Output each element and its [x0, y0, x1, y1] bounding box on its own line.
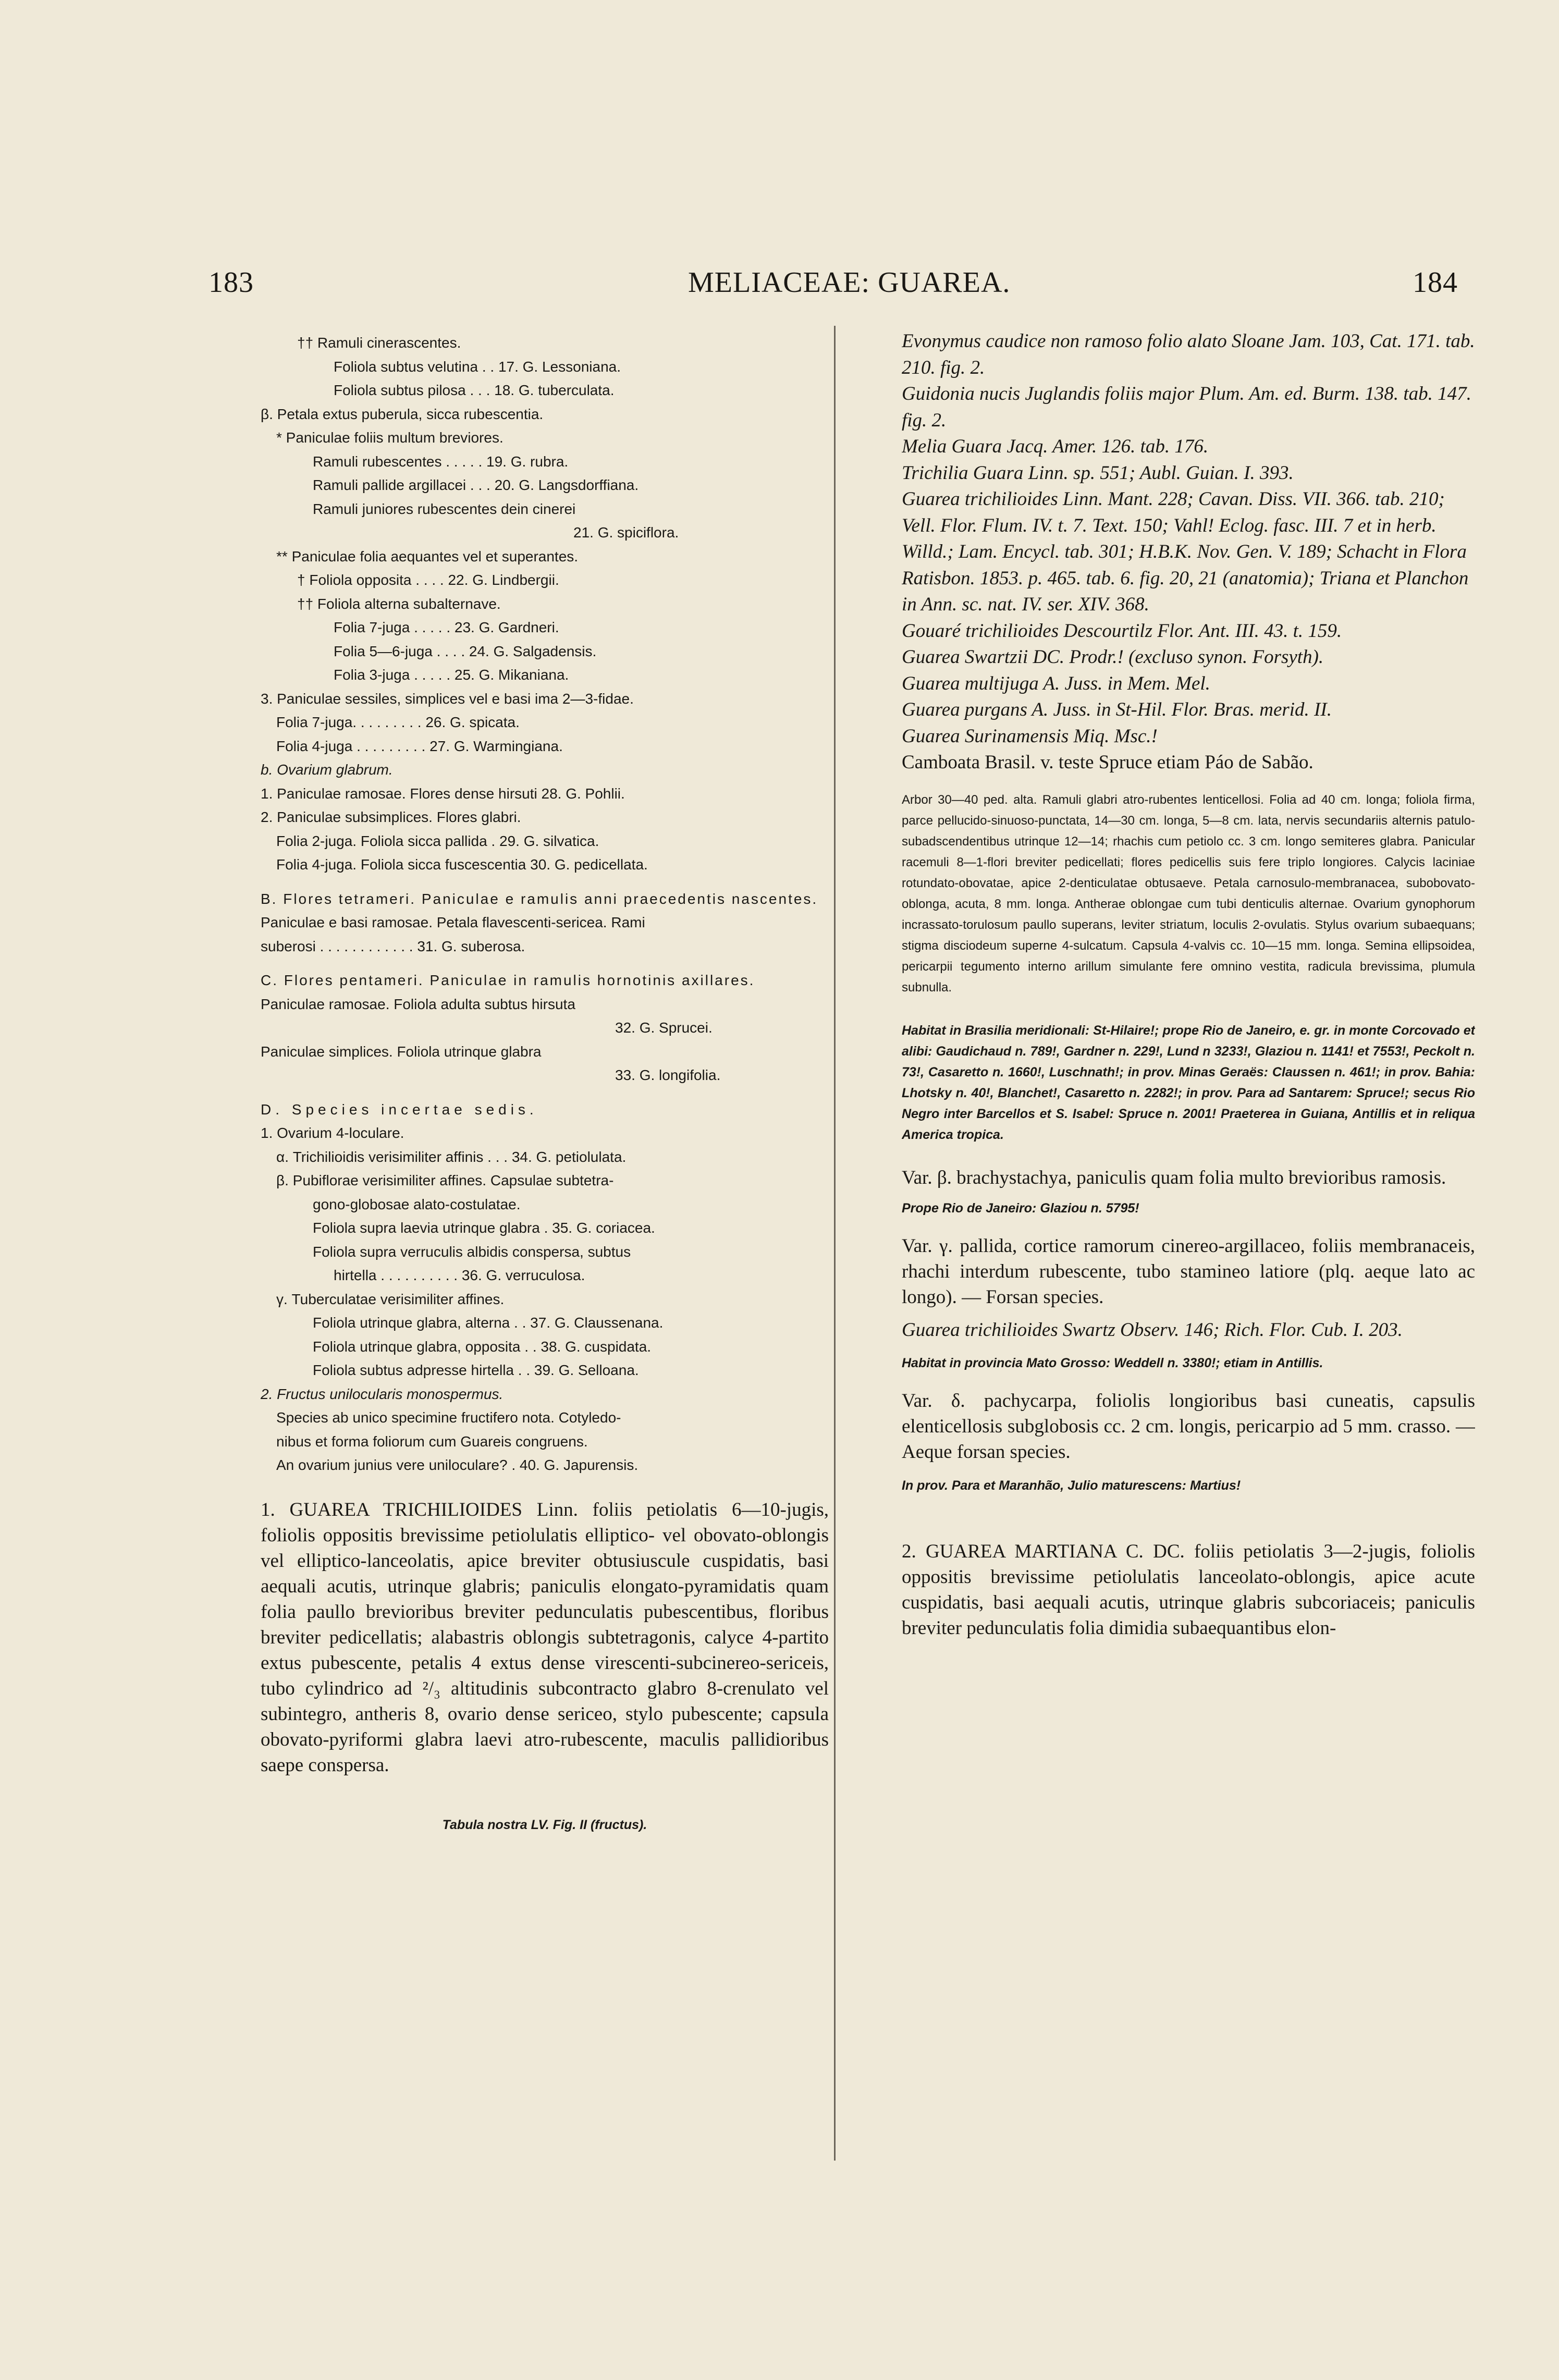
- page-number-left: 183: [208, 266, 254, 299]
- synonym: Evonymus caudice non ramoso folio alato Sloane Jam. 103, Cat. 171. tab. 210. fig. 2.: [902, 330, 1475, 378]
- synonym: Guarea purgans A. Juss. in St-Hil. Flor. Bras. merid. II.: [902, 699, 1332, 720]
- key-line: Foliola subtus adpresse hirtella . . 39. G. Selloana.: [313, 1362, 639, 1378]
- key-line: Paniculae simplices. Foliola utrinque glabra: [261, 1043, 542, 1060]
- synonym: Guarea Swartzii DC. Prodr.! (excluso synon. Forsyth).: [902, 646, 1324, 668]
- key-line: gono-globosae alato-costulatae.: [313, 1196, 521, 1212]
- key-line: α. Trichilioidis verisimiliter affinis . . . 34. G. petiolulata.: [276, 1148, 627, 1165]
- synonym: Gouaré trichilioides Descourtilz Flor. Ant. III. 43. t. 159.: [902, 620, 1342, 642]
- key-line: Folia 5—6-juga . . . . 24. G. Salgadensis.: [334, 643, 597, 659]
- key-line: Foliola utrinque glabra, alterna . . 37. G. Claussenana.: [313, 1315, 664, 1331]
- key-line: 33. G. longifolia.: [615, 1067, 721, 1083]
- key-line: Paniculae e basi ramosae. Petala flavescenti-sericea. Rami: [261, 914, 645, 930]
- key-line: Foliola subtus pilosa . . . 18. G. tuberculata.: [334, 382, 615, 398]
- key-line: 2. Paniculae subsimplices. Flores glabri.: [261, 809, 521, 825]
- variety-delta: Var. δ. pachycarpa, foliolis longioribus basi cuneatis, capsulis elenticellosis subglobosis cc. 2 cm. longis, pericarpio ad 5 mm. crasso. — Aeque forsan species.: [902, 1390, 1475, 1463]
- morphological-description: Arbor 30—40 ped. alta. Ramuli glabri atro-rubentes lenticellosi. Folia ad 40 cm. longa; foliola firma, parce pellucido-sinuoso-punctata, 14—30 cm. longa, 5—8 cm. lata, nervis secundariis alternis patulo-subadscendentibus utrinque 12—14; rhachis cum petiolo cc. 3 cm. longo semiteres glabra. Panicular racemuli 8—1-flori breviter pedicellati; flores pedicellis suis fere triplo longiores. Calycis laciniae rotundato-obovatae, apice 2-denticulatae obtusaeve. Petala carnosulo-membranacea, subobovato-oblonga, acuta, 8 mm. longa. Antherae oblongae cum tubi denticulis alternae. Ovarium gynophorum incrassato-torulosum paullo superans, leviter striatum, loculis 2-ovulatis. Stylus ovarium subaequans; stigma disciodeum superne 4-sulcatum. Capsula 4-valvis cc. 10—15 mm. longa. Semina ellipsoidea, pericarpii tegumento interno arillum simulante fere omnino vestita, radicula brevissima, plumula subnulla.: [902, 792, 1475, 995]
- key-line: D. Species incertae sedis.: [261, 1101, 538, 1118]
- key-line: Foliola supra verruculis albidis conspersa, subtus: [313, 1243, 631, 1260]
- key-line: Ramuli rubescentes . . . . . 19. G. rubra.: [313, 453, 569, 470]
- page-number-right: 184: [1413, 266, 1458, 299]
- key-line: †† Ramuli cinerascentes.: [297, 335, 461, 351]
- key-line: Folia 7-juga . . . . . 23. G. Gardneri.: [334, 619, 559, 635]
- key-line: γ. Tuberculatae verisimiliter affines.: [276, 1291, 505, 1307]
- left-column: [261, 331, 829, 2103]
- key-line: 1. Paniculae ramosae. Flores dense hirsuti 28. G. Pohlii.: [261, 785, 625, 802]
- variety-gamma-synonym: Guarea trichilioides Swartz Observ. 146; Rich. Flor. Cub. I. 203.: [902, 1319, 1403, 1341]
- key-line: Folia 2-juga. Foliola sicca pallida . 29. G. silvatica.: [276, 832, 599, 849]
- habitat-note: Habitat in Brasilia meridionali: St-Hilaire!; prope Rio de Janeiro, e. gr. in monte Corcovado et alibi: Gaudichaud n. 789!, Gardner n. 229!, Lund n 3233!, Glaziou n. 1141! et 7553!, Peckolt n. 73!, Casaretto n. 1660!, Luschnath!; in prov. Minas Geraës: Claussen n. 461!; in prov. Bahia: Lhotsky n. 40!, Blanchet!, Casaretto n. 2282!; in prov. Para ad Santarem: Spruce!; secus Rio Negro inter Barcellos et S. Isabel: Spruce n. 2001! Praeterea in Guiana, Antillis et in reliqua America tropica.: [902, 1023, 1475, 1142]
- species-description-guarea-martiana: 2. GUAREA MARTIANA C. DC. foliis petiolatis 3—2-jugis, foliolis oppositis brevissime petiolulatis lanceolato-oblongis, apice acute cuspidatis, basi aequali acutis, utrinque glabris subcoriaceis; paniculis breviter pedunculatis folia dimidia subaequantibus elon-: [902, 1541, 1475, 1639]
- key-line: 1. Ovarium 4-loculare.: [261, 1125, 404, 1141]
- key-line: β. Petala extus puberula, sicca rubescentia.: [261, 406, 544, 422]
- key-line: Folia 3-juga . . . . . 25. G. Mikaniana.: [334, 667, 569, 683]
- key-line: †† Foliola alterna subalternave.: [297, 595, 501, 612]
- key-line: Ramuli pallide argillacei . . . 20. G. Langsdorffiana.: [313, 477, 639, 493]
- running-title: MELIACEAE: GUAREA.: [688, 266, 1011, 299]
- key-line: Folia 7-juga. . . . . . . . . 26. G. spicata.: [276, 714, 520, 730]
- variety-gamma-habitat: Habitat in provincia Mato Grosso: Weddell n. 3380!; etiam in Antillis.: [902, 1356, 1323, 1370]
- species-description-guarea-trichilioides: 1. GUAREA TRICHILIOIDES Linn. foliis petiolatis 6—10-jugis, foliolis oppositis brevissime petiolulatis elliptico- vel obovato-oblongis vel elliptico-lanceolatis, apice breviter obtusiuscule cuspidatis, basi aequali acutis, utrinque glabris; paniculis elongato-pyramidatis quam folia paullo brevioribus breviter pedunculatis pubescentibus, floribus breviter pedicellatis; alabastris oblongis subtetragonis, calyce 4-partito extus pubescente, petalis 4 extus dense virescenti-subcinereo-sericeis, tubo cylindrico ad ²/₃ altitudinis subcontracto glabro 8-crenulato vel subintegro, antheris 8, ovario dense sericeo, stylo pubescente; capsula obovato-pyriformi glabra laevi atro-rubescente, maculis pallidioribus saepe conspersa.: [261, 1499, 829, 1776]
- synonym: Guarea multijuga A. Juss. in Mem. Mel.: [902, 672, 1210, 694]
- key-line: Ramuli juniores rubescentes dein cinerei: [313, 500, 576, 517]
- key-line: 2. Fructus unilocularis monospermus.: [261, 1385, 504, 1402]
- key-line: b. Ovarium glabrum.: [261, 762, 393, 778]
- synonym: Melia Guara Jacq. Amer. 126. tab. 176.: [902, 436, 1209, 457]
- key-line: Folia 4-juga . . . . . . . . . 27. G. Warmingiana.: [276, 738, 563, 754]
- right-column: [902, 328, 1475, 2127]
- key-line: suberosi . . . . . . . . . . . . 31. G. suberosa.: [261, 938, 525, 954]
- key-line: Foliola utrinque glabra, opposita . . 38. G. cuspidata.: [313, 1338, 652, 1355]
- synonym: Guidonia nucis Juglandis foliis major Plum. Am. ed. Burm. 138. tab. 147. fig. 2.: [902, 383, 1471, 431]
- variety-delta-habitat: In prov. Para et Maranhão, Julio maturescens: Martius!: [902, 1478, 1241, 1493]
- key-line: Foliola supra laevia utrinque glabra . 35. G. coriacea.: [313, 1220, 655, 1236]
- key-line: Paniculae ramosae. Foliola adulta subtus hirsuta: [261, 996, 575, 1012]
- key-line: ** Paniculae folia aequantes vel et superantes.: [276, 548, 579, 565]
- key-line: Folia 4-juga. Foliola sicca fuscescentia 30. G. pedicellata.: [276, 856, 648, 873]
- vernacular-name: Camboata Brasil. v. teste Spruce etiam Páo de Sabão.: [902, 752, 1314, 773]
- variety-gamma: Var. γ. pallida, cortice ramorum cinereo-argillaceo, foliis membranaceis, rhachi interdum rubescente, tubo stamineo latiore (plq. aeque lato ac longo). — Forsan species.: [902, 1235, 1475, 1308]
- identification-key: [261, 331, 829, 1477]
- key-line: An ovarium junius vere uniloculare? . 40. G. Japurensis.: [276, 1457, 639, 1473]
- plate-reference: Tabula nostra LV. Fig. II (fructus).: [442, 1817, 647, 1832]
- key-line: 21. G. spiciflora.: [573, 524, 679, 541]
- key-line: 3. Paniculae sessiles, simplices vel e basi ima 2—3-fidae.: [261, 690, 634, 707]
- key-line: β. Pubiflorae verisimiliter affines. Capsulae subtetra-: [276, 1172, 614, 1188]
- synonym: Guarea Surinamensis Miq. Msc.!: [902, 725, 1158, 747]
- variety-beta: Var. β. brachystachya, paniculis quam folia multo brevioribus ramosis.: [902, 1167, 1446, 1188]
- key-line: Foliola subtus velutina . . 17. G. Lessoniana.: [334, 358, 621, 375]
- key-line: 32. G. Sprucei.: [615, 1020, 713, 1036]
- key-section-b: B. Flores tetrameri. Paniculae e ramulis anni praecedentis nascentes.: [261, 890, 818, 907]
- key-line: † Foliola opposita . . . . 22. G. Lindbergii.: [297, 572, 559, 588]
- synonym: Guarea trichilioides Linn. Mant. 228; Cavan. Diss. VII. 366. tab. 210; Vell. Flor. Flum. IV. t. 7. Text. 150; Vahl! Eclog. fasc. III. 7 et in herb. Willd.; Lam. Encycl. tab. 301; H.B.K. Nov. Gen. V. 189; Schacht in Flora Ratisbon. 1853. p. 465. tab. 6. fig. 20, 21 (anatomia); Triana et Planchon in Ann. sc. nat. IV. ser. XIV. 368.: [902, 488, 1469, 615]
- column-divider: [834, 326, 836, 2161]
- variety-beta-locality: Prope Rio de Janeiro: Glaziou n. 5795!: [902, 1200, 1139, 1216]
- key-line: Species ab unico specimine fructifero nota. Cotyledo-: [276, 1409, 621, 1426]
- key-line: * Paniculae foliis multum breviores.: [276, 430, 504, 446]
- key-line: hirtella . . . . . . . . . . 36. G. verruculosa.: [334, 1267, 585, 1283]
- key-line: nibus et forma foliorum cum Guareis congruens.: [276, 1433, 588, 1450]
- key-section-c: C. Flores pentameri. Paniculae in ramulis hornotinis axillares.: [261, 972, 755, 988]
- synonym: Trichilia Guara Linn. sp. 551; Aubl. Guian. I. 393.: [902, 462, 1294, 484]
